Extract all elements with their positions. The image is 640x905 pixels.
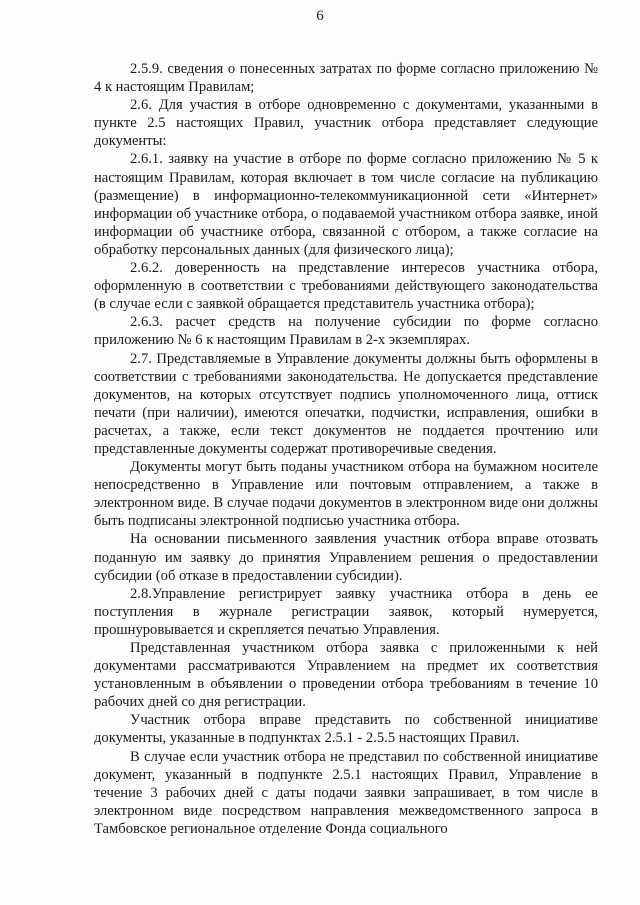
paragraph-review: Представленная участником отбора заявка с приложенными к ней документами рассматриваются Управлением на предмет их соответствия установленным в объявлении о проведении отбора требованиям в течение 10 рабочих дней со дня регистрации. [94,640,598,711]
document-body [94,60,598,838]
paragraph-2-6-3: 2.6.3. расчет средств на получение субсидии по форме согласно приложению № 6 к настоящим Правилам в 2-х экземплярах. [94,314,598,349]
paragraph-2-5-9: 2.5.9. сведения о понесенных затратах по форме согласно приложению № 4 к настоящим Правилам; [94,61,598,96]
paragraph-2-6-2: 2.6.2. доверенность на представление интересов участника отбора, оформленную в соответствии с требованиями действующего законодательства (в случае если с заявкой обращается представитель участника отбора); [94,260,598,313]
paragraph-withdrawal: На основании письменного заявления участник отбора вправе отозвать поданную им заявку до принятия Управлением решения о предоставлении субсидии (об отказе в предоставлении субсидии). [94,531,598,584]
paragraph-own-initiative: Участник отбора вправе представить по собственной инициативе документы, указанные в подпунктах 2.5.1 - 2.5.5 настоящих Правил. [94,712,598,747]
paragraph-2-8: 2.8.Управление регистрирует заявку участника отбора в день ее поступления в журнале регистрации заявок, который нумеруется, прошнуровывается и скрепляется печатью Управления. [94,585,598,638]
page-number: 6 [316,8,324,24]
paragraph-2-7: 2.7. Представляемые в Управление документы должны быть оформлены в соответствии с требованиями законодательства. Не допускается представление документов, на которых отсутствует подпись уполномоченного лица, оттиск печати (при наличии), имеются опечатки, подчистки, исправления, ошибки в расчетах, а также, если текст документов не поддается прочтению или представленные документы содержат противоречивые сведения. [94,350,598,457]
paragraph-2-6: 2.6. Для участия в отборе одновременно с документами, указанными в пункте 2.5 настоящих Правил, участник отбора представляет следующие документы: [94,97,598,150]
paragraph-interagency-request: В случае если участник отбора не представил по собственной инициативе документ, указанный в подпункте 2.5.1 настоящих Правил, Управление в течение 3 рабочих дней с даты подачи заявки запрашивает, в том числе в электронном виде посредством направления межведомственного запроса в Тамбовское региональное отделение Фонда социального [94,748,598,837]
paragraph-submission-methods: Документы могут быть поданы участником отбора на бумажном носителе непосредственно в Управление или почтовым отправлением, а также в электронном виде. В случае подачи документов в электронном виде они должны быть подписаны электронной подписью участника отбора. [94,459,598,530]
paragraph-2-6-1: 2.6.1. заявку на участие в отборе по форме согласно приложению № 5 к настоящим Правилам, которая включает в том числе согласие на публикацию (размещение) в информационно-телекоммуникационной сети «Интернет» информации об участнике отбора, о подаваемой участником отбора заявке, иной информации об участнике отбора, связанной с отбором, а также согласие на обработку персональных данных (для физического лица); [94,151,598,258]
